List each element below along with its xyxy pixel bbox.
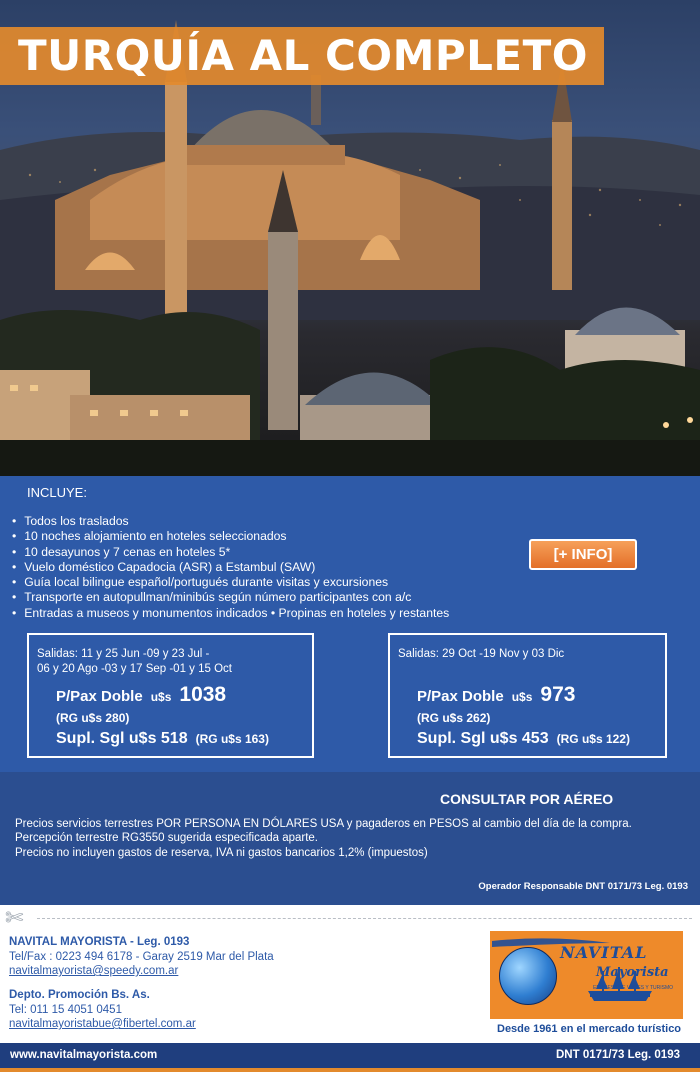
includes-title: INCLUYE: bbox=[27, 485, 87, 500]
includes-list bbox=[12, 514, 449, 621]
departure-box-2 bbox=[388, 633, 667, 758]
list-item: • Guía local bilingue español/portugués durante visitas y excursiones bbox=[12, 575, 449, 590]
page-title: TURQUÍA AL COMPLETO bbox=[18, 31, 588, 80]
globe-icon bbox=[499, 947, 557, 1005]
contact-phone: Tel: 011 15 4051 0451 bbox=[9, 1003, 122, 1016]
contact-name: NAVITAL MAYORISTA - Leg. 0193 bbox=[9, 936, 190, 948]
departure-dates bbox=[37, 647, 232, 677]
list-item: • Todos los traslados bbox=[12, 514, 449, 529]
price-value: 973 bbox=[540, 683, 576, 706]
departure-box-1 bbox=[27, 633, 314, 758]
price-double bbox=[56, 683, 226, 707]
contact-mayorista bbox=[9, 935, 274, 979]
price-label: P/Pax Doble bbox=[417, 688, 504, 705]
single-supplement bbox=[56, 730, 269, 748]
operator-license: Operador Responsable DNT 0171/73 Leg. 0193 bbox=[478, 881, 688, 892]
list-item: • 10 noches alojamiento en hoteles seleccionados bbox=[12, 529, 449, 544]
contact-email-link[interactable]: navitalmayoristabue@fibertel.com.ar bbox=[9, 1018, 196, 1030]
note-line: Precios no incluyen gastos de reserva, IVA ni gastos bancarios 1,2% (impuestos) bbox=[15, 846, 428, 859]
departure-dates bbox=[398, 647, 564, 662]
list-item: • Entradas a museos y monumentos indicados • Propinas en hoteles y restantes bbox=[12, 606, 449, 621]
list-item: • Vuelo doméstico Capadocia (ASR) a Estambul (SAW) bbox=[12, 560, 449, 575]
logo-name: NAVITAL bbox=[560, 943, 648, 962]
supplement-value: Supl. Sgl u$s 518 bbox=[56, 730, 188, 747]
supplement-rg: (RG u$s 122) bbox=[556, 732, 630, 746]
departure-dates-line: Salidas: 29 Oct -19 Nov y 03 Dic bbox=[398, 648, 565, 660]
price-rg: (RG u$s 280) bbox=[56, 711, 130, 725]
supplement-rg: (RG u$s 163) bbox=[195, 732, 269, 746]
scissors-icon: ✄ bbox=[5, 905, 24, 930]
more-info-button[interactable]: [+ INFO] bbox=[529, 539, 637, 570]
website-link[interactable]: www.navitalmayorista.com bbox=[10, 1049, 158, 1061]
price-value: 1038 bbox=[179, 683, 227, 706]
contact-name: Depto. Promoción Bs. As. bbox=[9, 989, 150, 1001]
price-rg: (RG u$s 262) bbox=[417, 711, 491, 725]
price-currency: u$s bbox=[150, 690, 172, 704]
note-line: Precios servicios terrestres POR PERSONA EN DÓLARES USA y pagaderos en PESOS al cambio del día de la compra. bbox=[15, 818, 632, 830]
departure-dates-line: 06 y 20 Ago -03 y 17 Sep -01 y 15 Oct bbox=[37, 663, 232, 675]
since-text: Desde 1961 en el mercado turístico bbox=[497, 1023, 682, 1035]
contact-promo bbox=[9, 988, 196, 1032]
contact-email-link[interactable]: navitalmayorista@speedy.com.ar bbox=[9, 965, 179, 977]
logo-subname: Mayorista bbox=[596, 965, 669, 980]
price-double bbox=[417, 683, 575, 707]
consult-airfare: CONSULTAR POR AÉREO bbox=[440, 791, 614, 807]
cut-line bbox=[37, 918, 692, 919]
footer-bar bbox=[0, 1043, 700, 1072]
contact-phone: Tel/Fax : 0223 494 6178 - Garay 2519 Mar del Plata bbox=[9, 950, 274, 963]
supplement-value: Supl. Sgl u$s 453 bbox=[417, 730, 549, 747]
price-currency: u$s bbox=[511, 690, 533, 704]
departure-dates-line: Salidas: 11 y 25 Jun -09 y 23 Jul - bbox=[37, 648, 210, 660]
note-line: Percepción terrestre RG3550 sugerida especificada aparte. bbox=[15, 832, 319, 845]
list-item: • Transporte en autopullman/minibús según número participantes con a/c bbox=[12, 590, 449, 605]
price-notes bbox=[15, 817, 632, 860]
price-label: P/Pax Doble bbox=[56, 688, 143, 705]
logo-tagline: EMPRESA DE VIAJES Y TURISMO bbox=[593, 985, 674, 991]
list-item: • 10 desayunos y 7 cenas en hoteles 5* bbox=[12, 545, 449, 560]
footer-license: DNT 0171/73 Leg. 0193 bbox=[555, 1049, 680, 1061]
single-supplement bbox=[417, 730, 630, 748]
